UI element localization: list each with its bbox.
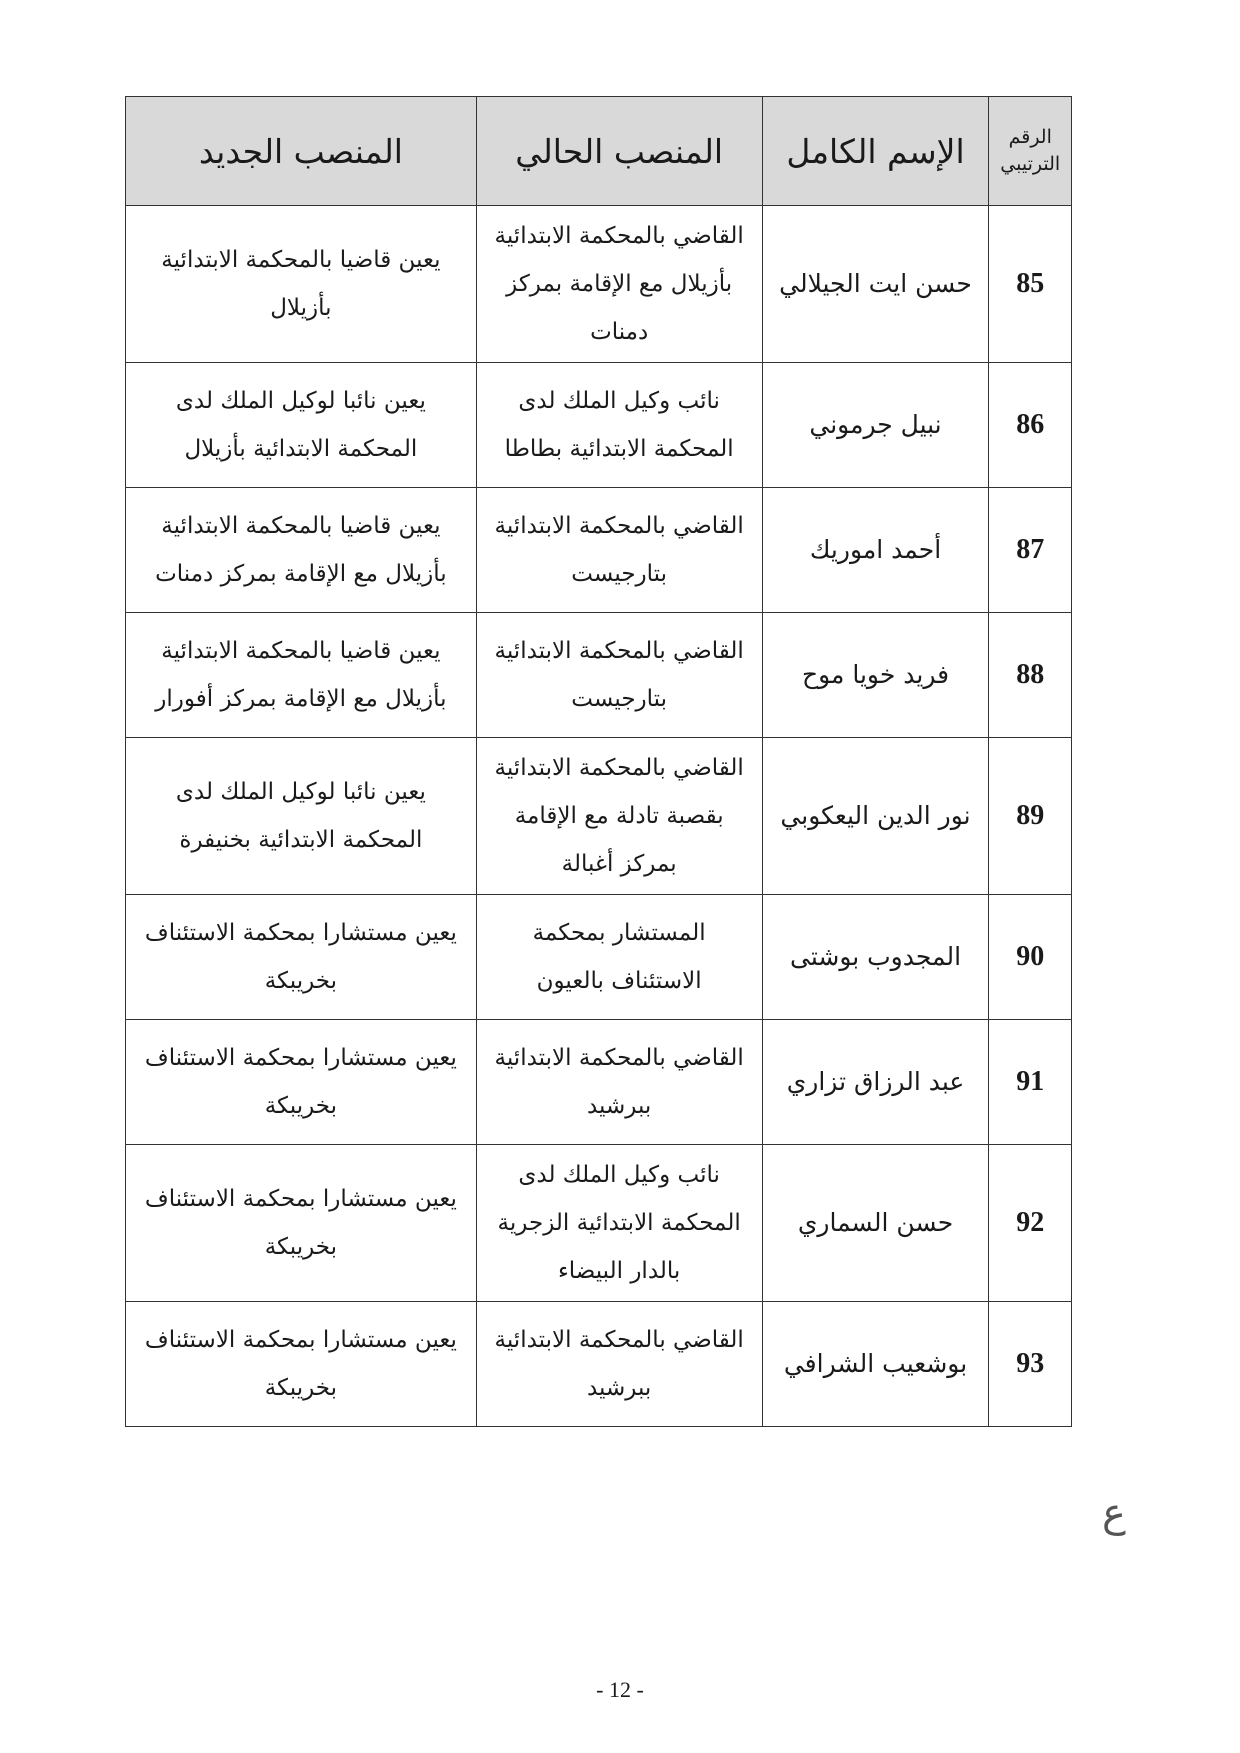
table-row — [126, 363, 1072, 488]
row-current-position: القاضي بالمحكمة الابتدائية بقصبة تادلة مع الإقامة بمركز أغبالة — [476, 738, 762, 895]
table-header — [126, 97, 1072, 206]
row-number: 87 — [989, 488, 1072, 613]
row-current-position: نائب وكيل الملك لدى المحكمة الابتدائية الزجرية بالدار البيضاء — [476, 1145, 762, 1302]
row-number: 92 — [989, 1145, 1072, 1302]
row-name: عبد الرزاق تزاري — [762, 1020, 989, 1145]
table-row — [126, 895, 1072, 1020]
appointments-table — [125, 96, 1072, 1427]
table-row — [126, 1145, 1072, 1302]
row-new-position: يعين نائبا لوكيل الملك لدى المحكمة الابتدائية بأزيلال — [126, 363, 477, 488]
row-current-position: القاضي بالمحكمة الابتدائية ببرشيد — [476, 1302, 762, 1427]
row-new-position: يعين مستشارا بمحكمة الاستئناف بخريبكة — [126, 895, 477, 1020]
header-current-position: المنصب الحالي — [476, 97, 762, 206]
handwritten-initials: ع — [1102, 1490, 1126, 1536]
row-name: حسن ايت الجيلالي — [762, 206, 989, 363]
table-row — [126, 206, 1072, 363]
row-number: 91 — [989, 1020, 1072, 1145]
page-number: - 12 - — [596, 1677, 644, 1702]
row-new-position: يعين قاضيا بالمحكمة الابتدائية بأزيلال مع الإقامة بمركز دمنات — [126, 488, 477, 613]
table-body — [126, 206, 1072, 1427]
row-number: 90 — [989, 895, 1072, 1020]
table-row — [126, 1020, 1072, 1145]
row-current-position: نائب وكيل الملك لدى المحكمة الابتدائية بطاطا — [476, 363, 762, 488]
row-name: المجدوب بوشتى — [762, 895, 989, 1020]
row-number: 88 — [989, 613, 1072, 738]
row-new-position: يعين مستشارا بمحكمة الاستئناف بخريبكة — [126, 1302, 477, 1427]
row-name: بوشعيب الشرافي — [762, 1302, 989, 1427]
row-name: حسن السماري — [762, 1145, 989, 1302]
row-new-position: يعين مستشارا بمحكمة الاستئناف بخريبكة — [126, 1020, 477, 1145]
row-number: 86 — [989, 363, 1072, 488]
row-new-position: يعين مستشارا بمحكمة الاستئناف بخريبكة — [126, 1145, 477, 1302]
table-row — [126, 738, 1072, 895]
table-row — [126, 488, 1072, 613]
row-number: 89 — [989, 738, 1072, 895]
row-name: نبيل جرموني — [762, 363, 989, 488]
row-current-position: القاضي بالمحكمة الابتدائية بتارجيست — [476, 488, 762, 613]
row-new-position: يعين نائبا لوكيل الملك لدى المحكمة الابتدائية بخنيفرة — [126, 738, 477, 895]
row-name: فريد خويا موح — [762, 613, 989, 738]
table-row — [126, 613, 1072, 738]
header-number: الرقم الترتيبي — [989, 97, 1072, 206]
row-current-position: القاضي بالمحكمة الابتدائية بتارجيست — [476, 613, 762, 738]
row-current-position: المستشار بمحكمة الاستئناف بالعيون — [476, 895, 762, 1020]
row-name: نور الدين اليعكوبي — [762, 738, 989, 895]
row-name: أحمد اموريك — [762, 488, 989, 613]
row-new-position: يعين قاضيا بالمحكمة الابتدائية بأزيلال مع الإقامة بمركز أفورار — [126, 613, 477, 738]
row-number: 93 — [989, 1302, 1072, 1427]
row-current-position: القاضي بالمحكمة الابتدائية بأزيلال مع الإقامة بمركز دمنات — [476, 206, 762, 363]
header-new-position: المنصب الجديد — [126, 97, 477, 206]
header-full-name: الإسم الكامل — [762, 97, 989, 206]
row-new-position: يعين قاضيا بالمحكمة الابتدائية بأزيلال — [126, 206, 477, 363]
table-row — [126, 1302, 1072, 1427]
row-current-position: القاضي بالمحكمة الابتدائية ببرشيد — [476, 1020, 762, 1145]
row-number: 85 — [989, 206, 1072, 363]
